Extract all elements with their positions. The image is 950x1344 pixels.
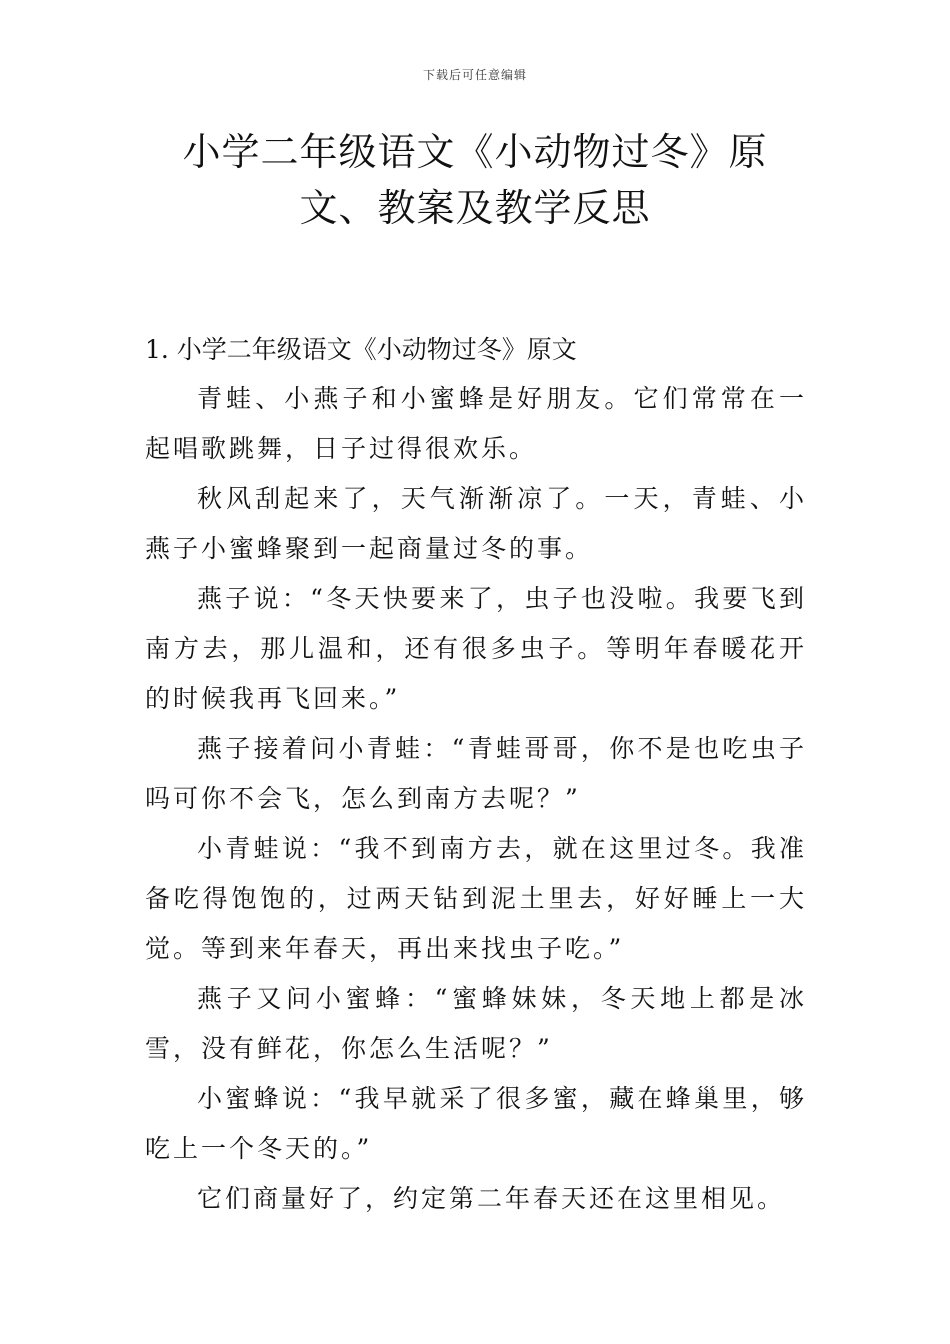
paragraph: 它们商量好了，约定第二年春天还在这里相见。 bbox=[197, 1184, 786, 1213]
paragraph: 燕子接着问小青蛙：“青蛙哥哥，你不是也吃虫子吗可你不会飞，怎么到南方去呢？” bbox=[145, 734, 807, 813]
section-heading: 1. 小学二年级语文《小动物过冬》原文 bbox=[145, 335, 577, 364]
page-header: 下载后可任意编辑 bbox=[422, 68, 527, 82]
paragraph: 燕子又问小蜜蜂：“蜜蜂妹妹，冬天地上都是冰雪，没有鲜花，你怎么生活呢？” bbox=[145, 984, 807, 1063]
paragraph: 青蛙、小燕子和小蜜蜂是好朋友。它们常常在一起唱歌跳舞，日子过得很欢乐。 bbox=[145, 384, 807, 463]
paragraph: 小蜜蜂说：“我早就采了很多蜜，藏在蜂巢里，够吃上一个冬天的。” bbox=[145, 1084, 807, 1163]
body-text bbox=[145, 374, 807, 1224]
document-title: 小学二年级语文《小动物过冬》原文、教案及教学反思 bbox=[182, 130, 768, 230]
paragraph: 小青蛙说：“我不到南方去，就在这里过冬。我准备吃得饱饱的，过两天钻到泥土里去，好好睡上一大觉。等到来年春天，再出来找虫子吃。” bbox=[145, 834, 807, 963]
paragraph: 燕子说：“冬天快要来了，虫子也没啦。我要飞到南方去，那儿温和，还有很多虫子。等明年春暖花开的时候我再飞回来。” bbox=[145, 584, 807, 713]
paragraph: 秋风刮起来了，天气渐渐凉了。一天，青蛙、小燕子小蜜蜂聚到一起商量过冬的事。 bbox=[145, 484, 807, 563]
